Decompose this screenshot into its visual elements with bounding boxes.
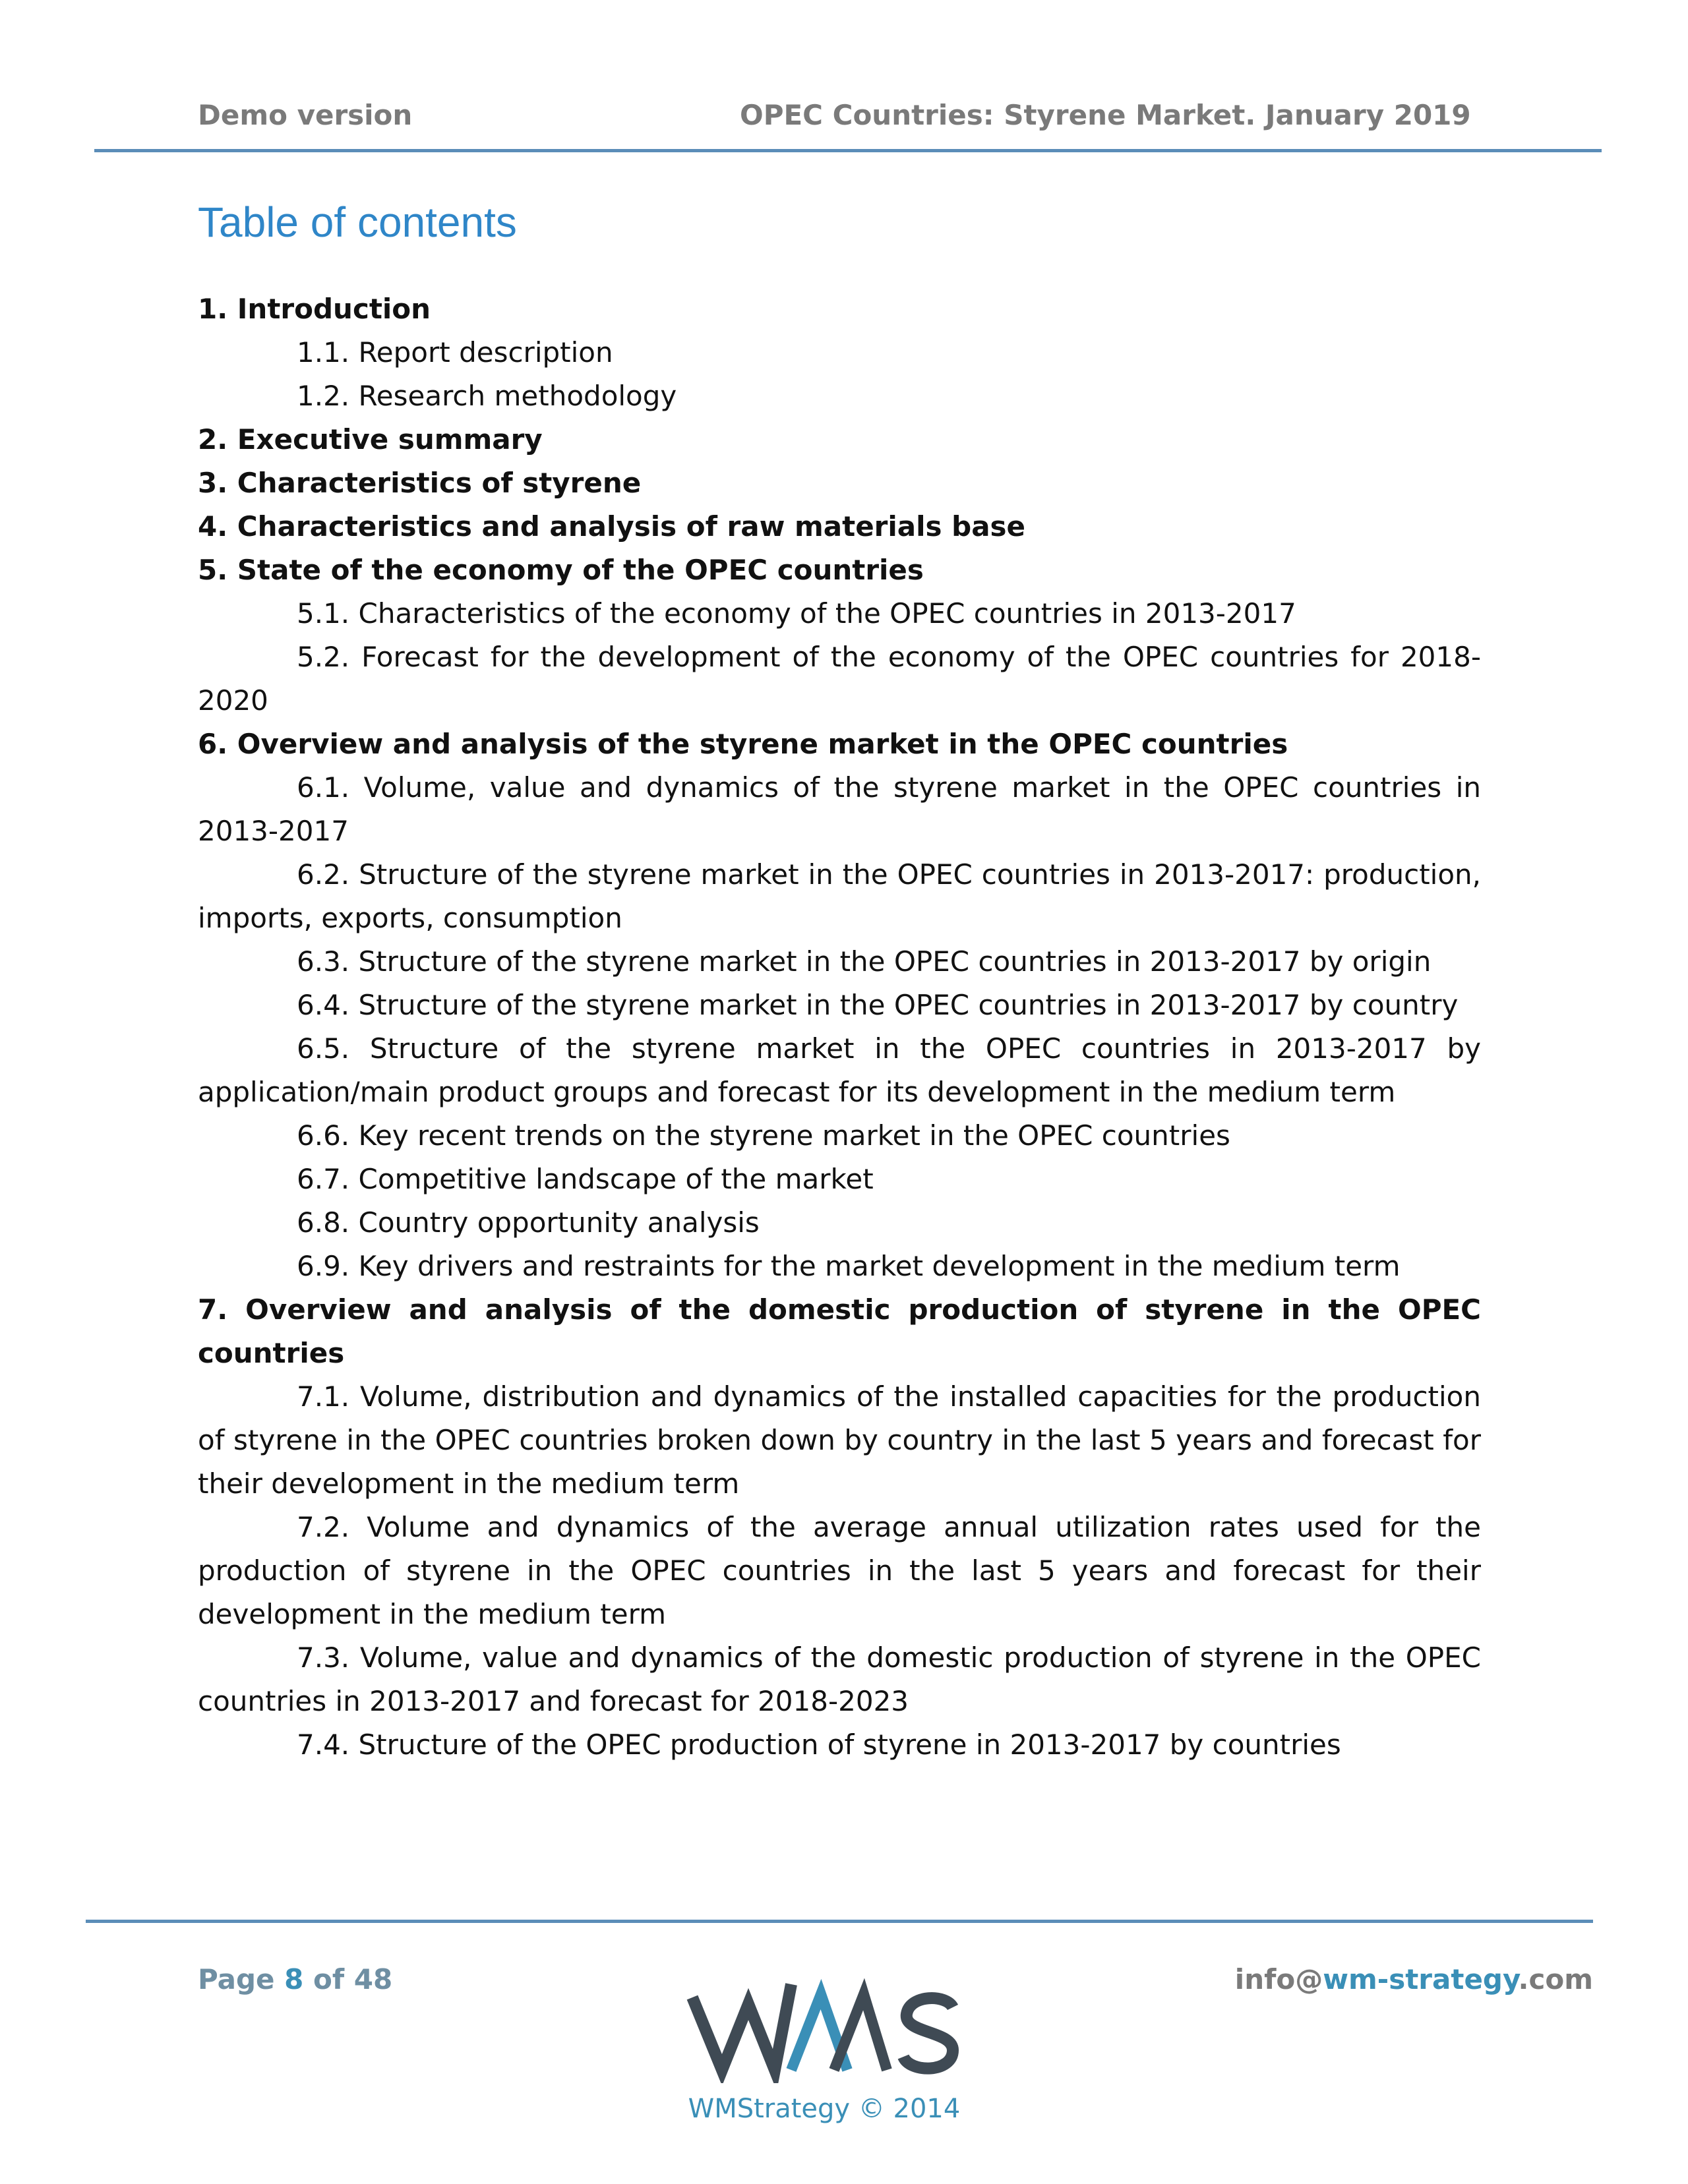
toc-subsection[interactable]: 6.5. Structure of the styrene market in the OPEC countries in 2013-2017 by application/main product groups and forecast for its development in the medium term [198,1032,1481,1108]
toc-subsection[interactable]: 6.7. Competitive landscape of the market [297,1163,874,1195]
toc-section[interactable]: 4. Characteristics and analysis of raw materials base [198,510,1026,543]
of-word: of [313,1963,345,1995]
toc-heading: Table of contents [198,198,517,246]
wms-logo [686,1971,963,2083]
toc-subsection[interactable]: 6.6. Key recent trends on the styrene market in the OPEC countries [297,1119,1230,1152]
toc-subsection[interactable]: 7.2. Volume and dynamics of the average annual utilization rates used for the production of styrene in the OPEC countries in the last 5 years and forecast for their development in the medium term [198,1511,1481,1630]
toc-subsection[interactable]: 7.3. Volume, value and dynamics of the domestic production of styrene in the OPEC countries in 2013-2017 and forecast for 2018-2023 [198,1641,1481,1717]
toc-subsection[interactable]: 5.1. Characteristics of the economy of the OPEC countries in 2013-2017 [297,597,1296,630]
email-tld: .com [1518,1963,1593,1995]
header-demo-label: Demo version [198,99,413,131]
toc-section[interactable]: 6. Overview and analysis of the styrene market in the OPEC countries [198,728,1288,760]
page-number: 8 [284,1963,304,1995]
footer-divider [86,1920,1593,1923]
toc-subsection[interactable]: 6.2. Structure of the styrene market in the OPEC countries in 2013-2017: production, imports, exports, consumption [198,858,1481,934]
table-of-contents [198,287,1481,1767]
toc-section[interactable]: 2. Executive summary [198,423,543,456]
toc-section[interactable]: 3. Characteristics of styrene [198,467,642,499]
toc-subsection[interactable]: 6.8. Country opportunity analysis [297,1206,760,1239]
toc-subsection[interactable]: 6.1. Volume, value and dynamics of the styrene market in the OPEC countries in 2013-2017 [198,771,1481,847]
contact-email[interactable] [1235,1963,1593,1995]
toc-section[interactable]: 5. State of the economy of the OPEC countries [198,554,924,586]
toc-section[interactable]: 7. Overview and analysis of the domestic production of styrene in the OPEC countries [198,1293,1481,1369]
toc-subsection[interactable]: 1.1. Report description [297,336,613,369]
wms-logo-icon [686,1971,963,2083]
toc-subsection[interactable]: 1.2. Research methodology [297,380,677,412]
header-document-title: OPEC Countries: Styrene Market. January 2019 [740,99,1471,131]
logo-caption: WMStrategy © 2014 [688,2094,961,2124]
email-user: info@ [1234,1963,1323,1995]
total-pages: 48 [353,1963,393,1995]
header-divider [94,149,1602,152]
page-word: Page [198,1963,275,1995]
toc-subsection[interactable]: 7.4. Structure of the OPEC production of styrene in 2013-2017 by countries [297,1728,1341,1761]
toc-subsection[interactable]: 6.3. Structure of the styrene market in the OPEC countries in 2013-2017 by origin [297,945,1432,978]
toc-subsection[interactable]: 5.2. Forecast for the development of the economy of the OPEC countries for 2018-2020 [198,641,1481,717]
toc-subsection[interactable]: 6.9. Key drivers and restraints for the market development in the medium term [297,1250,1401,1282]
toc-section[interactable]: 1. Introduction [198,293,431,325]
toc-subsection[interactable]: 6.4. Structure of the styrene market in the OPEC countries in 2013-2017 by country [297,989,1459,1021]
page-counter [198,1963,392,1995]
email-domain: wm-strategy [1323,1963,1519,1995]
toc-subsection[interactable]: 7.1. Volume, distribution and dynamics of the installed capacities for the production of styrene in the OPEC countries broken down by country in the last 5 years and forecast for their development in the medium term [198,1380,1481,1500]
